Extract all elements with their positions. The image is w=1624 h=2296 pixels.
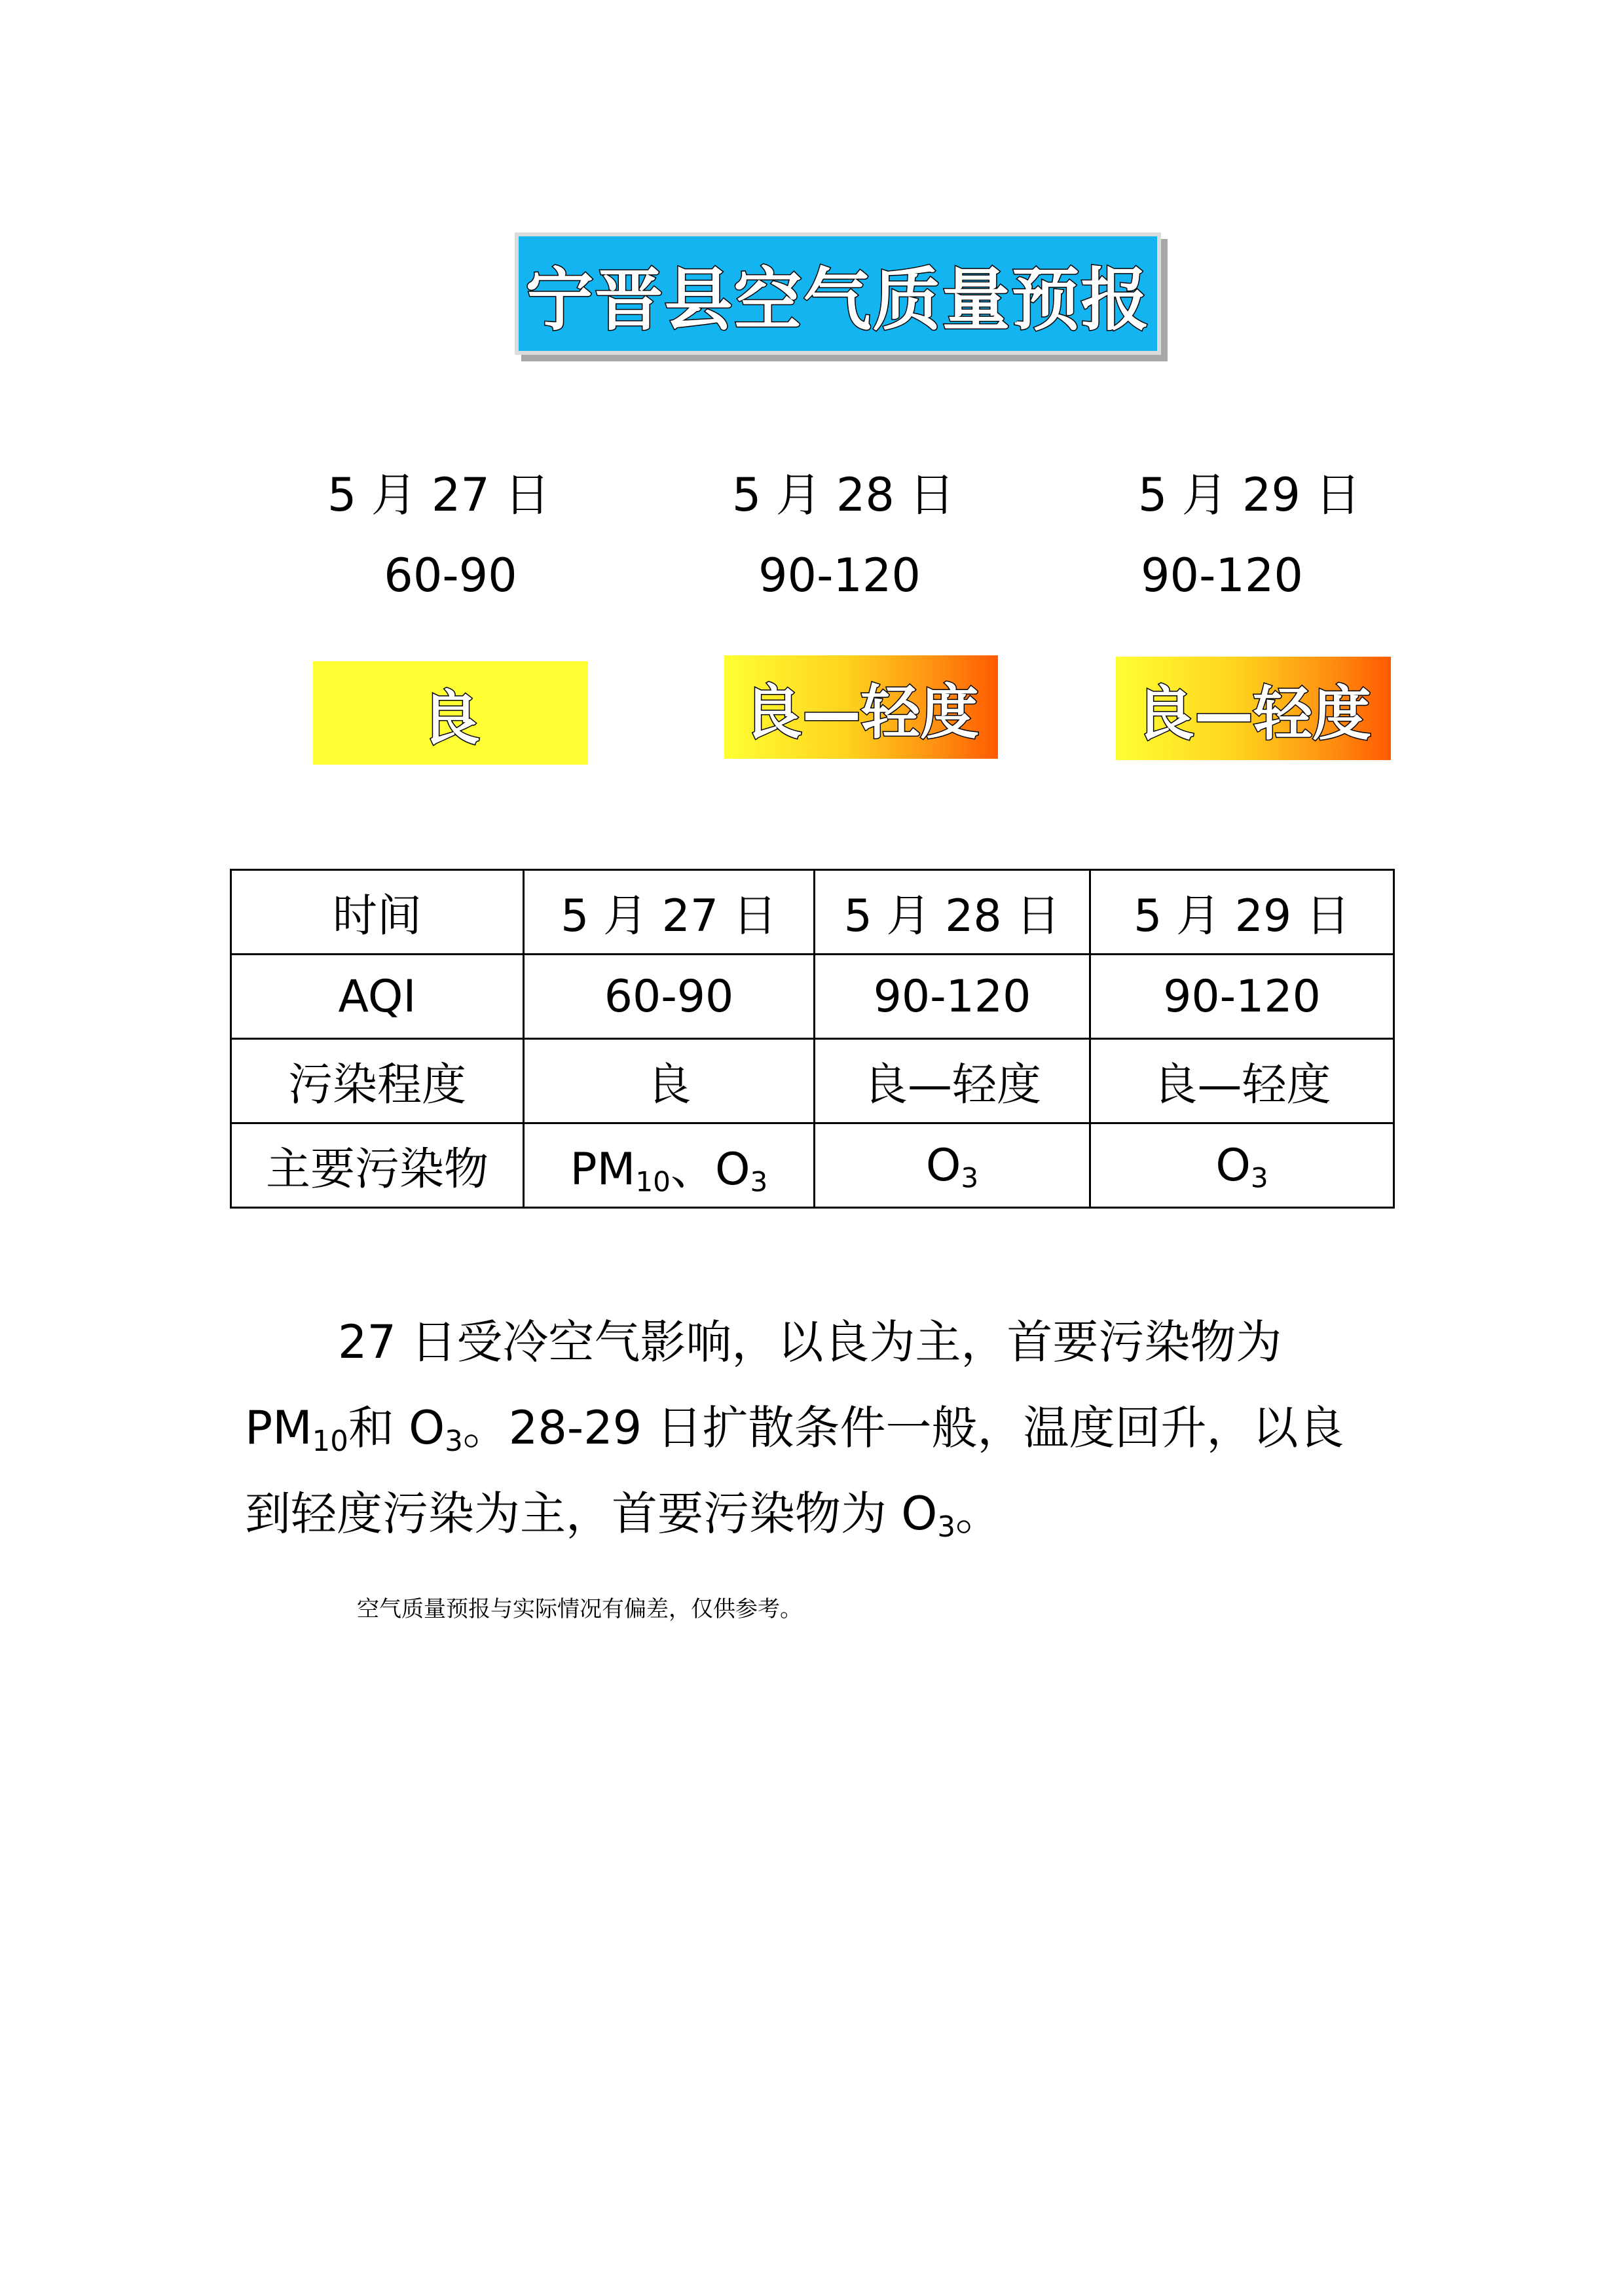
- table-label-pollution: 污染程度: [231, 1039, 524, 1123]
- description-text-3: 。28-29 日扩散条件一般，温度回升，以良到轻度污染为主，首要污染物为 O: [245, 1401, 1344, 1540]
- table-label-primary: 主要污染物: [231, 1123, 524, 1208]
- page-title: 宁晋县空气质量预报: [525, 259, 1151, 340]
- forecast-description: [245, 1300, 1371, 1557]
- summary-date-3: 5 月 29 日: [1137, 468, 1361, 522]
- summary-aqi-3: 90-120: [1141, 549, 1303, 602]
- forecast-table: [230, 869, 1395, 1209]
- table-cell-pollution: 良: [524, 1039, 815, 1123]
- pollutant-pm: PM: [570, 1143, 636, 1195]
- table-cell-pollution: 良—轻度: [1090, 1039, 1394, 1123]
- level-box-2: [724, 655, 998, 759]
- description-pm: PM: [245, 1401, 312, 1455]
- summary-date-2: 5 月 28 日: [731, 468, 955, 522]
- table-cell-primary: [524, 1123, 815, 1208]
- description-text-4: 。: [955, 1487, 1001, 1540]
- disclaimer-note: 空气质量预报与实际情况有偏差，仅供参考。: [357, 1596, 802, 1622]
- summary-aqi-2: 90-120: [758, 549, 921, 602]
- title-banner: [515, 232, 1161, 355]
- pollutant-o: O: [1215, 1139, 1251, 1192]
- table-cell-primary: [1090, 1123, 1394, 1208]
- pollutant-pm-subscript: 10: [635, 1165, 671, 1198]
- pollutant-o-subscript: 3: [750, 1165, 768, 1198]
- description-o-subscript: 3: [445, 1425, 463, 1458]
- pollutant-separator: 、: [670, 1143, 715, 1195]
- table-header-date: 5 月 28 日: [815, 870, 1090, 955]
- table-cell-aqi: 90-120: [815, 955, 1090, 1039]
- pollutant-o: O: [715, 1143, 750, 1195]
- table-row: [231, 1123, 1394, 1208]
- table-cell-aqi: 60-90: [524, 955, 815, 1039]
- level-label-2: 良—轻度: [743, 678, 979, 747]
- table-header-date: 5 月 27 日: [524, 870, 815, 955]
- description-text-2: 和 O: [348, 1401, 445, 1455]
- table-label-aqi: AQI: [231, 955, 524, 1039]
- description-pm-subscript: 10: [312, 1425, 348, 1458]
- level-box-1: [313, 661, 588, 765]
- table-header-time: 时间: [231, 870, 524, 955]
- table-header-date: 5 月 29 日: [1090, 870, 1394, 955]
- table-row: [231, 955, 1394, 1039]
- pollutant-o-subscript: 3: [1250, 1161, 1268, 1194]
- table-cell-primary: [815, 1123, 1090, 1208]
- level-label-1: 良: [421, 684, 480, 753]
- summary-aqi-1: 60-90: [384, 549, 517, 602]
- pollutant-o: O: [925, 1139, 961, 1192]
- level-box-3: [1116, 657, 1391, 760]
- description-text-1: 27 日受冷空气影响，以良为主，首要污染物为: [338, 1315, 1282, 1369]
- pollutant-o-subscript: 3: [961, 1161, 979, 1194]
- table-row: [231, 870, 1394, 955]
- summary-date-1: 5 月 27 日: [327, 468, 551, 522]
- level-label-3: 良—轻度: [1135, 680, 1371, 748]
- table-cell-aqi: 90-120: [1090, 955, 1394, 1039]
- table-cell-pollution: 良—轻度: [815, 1039, 1090, 1123]
- table-row: [231, 1039, 1394, 1123]
- description-o-subscript: 3: [937, 1510, 955, 1544]
